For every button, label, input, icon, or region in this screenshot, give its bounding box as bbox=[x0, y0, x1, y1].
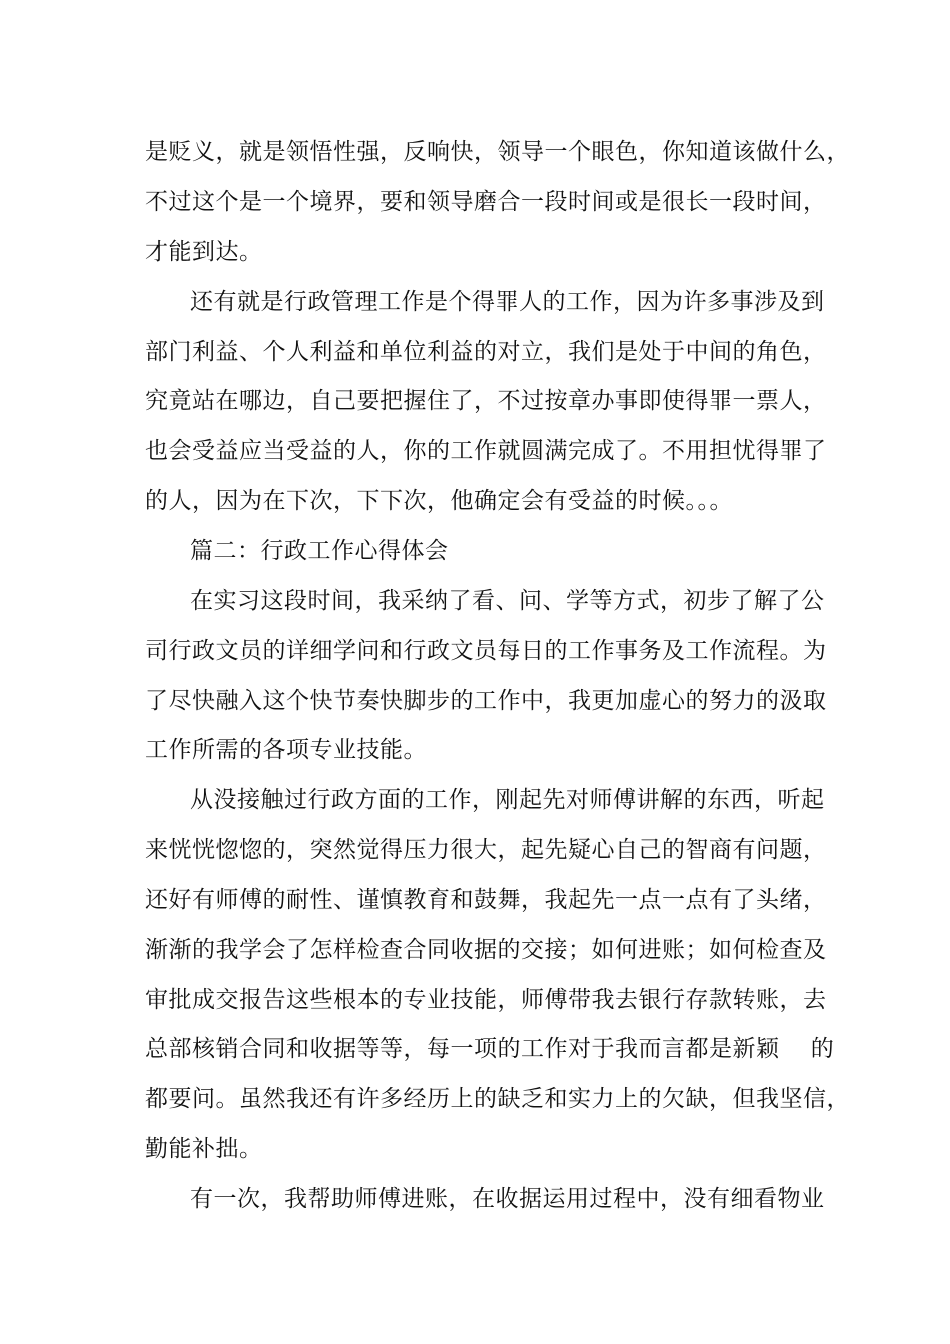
paragraph-line: 是贬义，就是领悟性强，反响快，领导一个眼色，你知道该做什么， bbox=[145, 139, 850, 165]
paragraph-line: 审批成交报告这些根本的专业技能，师傅带我去银行存款转账，去 bbox=[145, 987, 827, 1013]
paragraph-line: 的人，因为在下次，下下次，他确定会有受益的时候。。。 bbox=[145, 488, 733, 514]
paragraph-line: 也会受益应当受益的人，你的工作就圆满完成了。不用担忧得罪了 bbox=[145, 438, 827, 464]
paragraph-line: 都要问。虽然我还有许多经历上的缺乏和实力上的欠缺，但我坚信， bbox=[145, 1086, 850, 1112]
paragraph-line: 从没接触过行政方面的工作，刚起先对师傅讲解的东西，听起 bbox=[190, 787, 825, 813]
paragraph-line: 还有就是行政管理工作是个得罪人的工作，因为许多事涉及到 bbox=[190, 289, 825, 315]
paragraph-line: 总部核销合同和收据等等，每一项的工作对于我而言都是新颖 的 bbox=[145, 1036, 835, 1062]
paragraph-line: 部门利益、个人利益和单位利益的对立，我们是处于中间的角色， bbox=[145, 339, 827, 365]
paragraph-line: 在实习这段时间，我采纳了看、问、学等方式，初步了解了公 bbox=[190, 588, 825, 614]
paragraph-line: 勤能补拙。 bbox=[145, 1136, 263, 1162]
paragraph-line: 究竟站在哪边，自己要把握住了，不过按章办事即使得罪一票人， bbox=[145, 388, 827, 414]
paragraph-line: 来恍恍惚惚的，突然觉得压力很大，起先疑心自己的智商有问题， bbox=[145, 837, 827, 863]
paragraph-line: 不过这个是一个境界，要和领导磨合一段时间或是很长一段时间， bbox=[145, 189, 827, 215]
paragraph-line: 才能到达。 bbox=[145, 239, 263, 265]
section-heading: 篇二：行政工作心得体会 bbox=[190, 538, 449, 564]
paragraph-line: 还好有师傅的耐性、谨慎教育和鼓舞，我起先一点一点有了头绪， bbox=[145, 887, 827, 913]
paragraph-line: 渐渐的我学会了怎样检查合同收据的交接；如何进账；如何检查及 bbox=[145, 937, 827, 963]
paragraph-line: 了尽快融入这个快节奏快脚步的工作中，我更加虚心的努力的汲取 bbox=[145, 688, 827, 714]
paragraph-line: 有一次，我帮助师傅进账，在收据运用过程中，没有细看物业 bbox=[190, 1186, 825, 1212]
paragraph-line: 工作所需的各项专业技能。 bbox=[145, 737, 427, 763]
paragraph-line: 司行政文员的详细学问和行政文员每日的工作事务及工作流程。为 bbox=[145, 638, 827, 664]
